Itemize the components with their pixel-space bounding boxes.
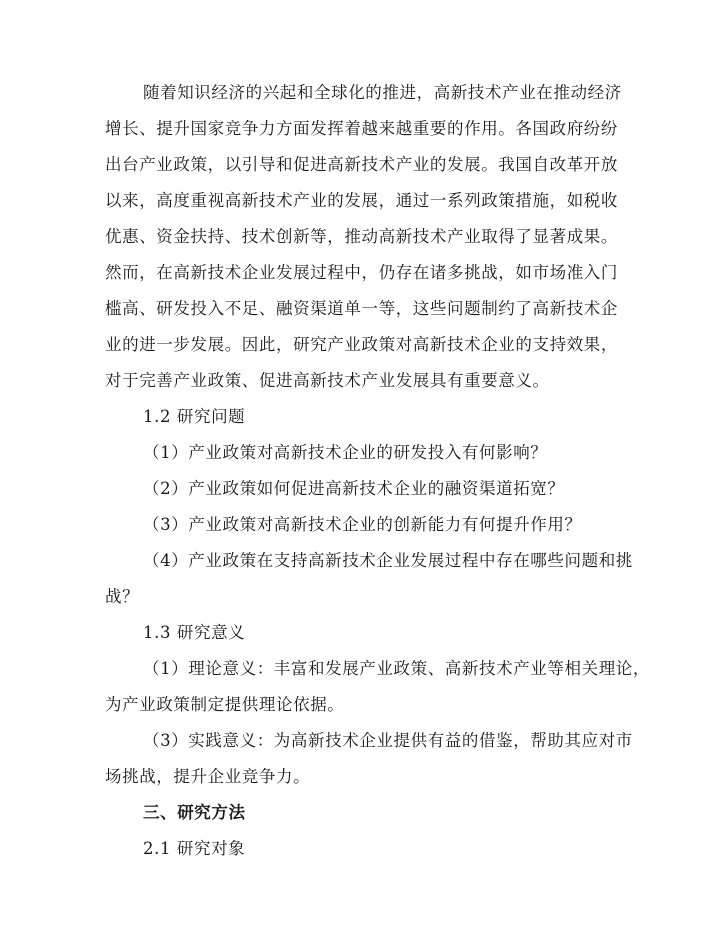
intro-paragraph-line: 随着知识经济的兴起和全球化的推进，高新技术产业在推动经济 bbox=[143, 83, 622, 102]
research-question-item-continuation: 战？ bbox=[105, 587, 140, 606]
intro-paragraph-line: 业的进一步发展。因此，研究产业政策对高新技术企业的支持效果， bbox=[105, 335, 618, 354]
intro-paragraph-line: 然而，在高新技术企业发展过程中，仍存在诸多挑战，如市场准入门 bbox=[105, 263, 618, 282]
research-question-item: （3）产业政策对高新技术企业的创新能力有何提升作用？ bbox=[143, 515, 582, 534]
intro-paragraph-line: 以来，高度重视高新技术产业的发展，通过一系列政策措施，如税收 bbox=[105, 191, 618, 210]
significance-item: （3）实践意义：为高新技术企业提供有益的借鉴，帮助其应对市 bbox=[143, 731, 633, 750]
research-question-item: （4）产业政策在支持高新技术企业发展过程中存在哪些问题和挑 bbox=[143, 551, 633, 570]
intro-paragraph-line: 槛高、研发投入不足、融资渠道单一等，这些问题制约了高新技术企 bbox=[105, 299, 618, 318]
significance-item: （1）理论意义：丰富和发展产业政策、高新技术产业等相关理论， bbox=[143, 659, 650, 678]
section-heading-1-2: 1.2 研究问题 bbox=[143, 407, 246, 426]
section-heading-1-3: 1.3 研究意义 bbox=[143, 623, 246, 642]
significance-item-continuation: 场挑战，提升企业竞争力。 bbox=[105, 767, 311, 786]
section-heading-2-1: 2.1 研究对象 bbox=[143, 839, 246, 858]
chapter-heading-3: 三、研究方法 bbox=[143, 803, 246, 822]
intro-paragraph-line: 增长、提升国家竞争力方面发挥着越来越重要的作用。各国政府纷纷 bbox=[105, 119, 618, 138]
significance-item-continuation: 为产业政策制定提供理论依据。 bbox=[105, 695, 345, 714]
research-question-item: （2）产业政策如何促进高新技术企业的融资渠道拓宽？ bbox=[143, 479, 565, 498]
intro-paragraph-line: 出台产业政策，以引导和促进高新技术产业的发展。我国自改革开放 bbox=[105, 155, 618, 174]
intro-paragraph-line: 优惠、资金扶持、技术创新等，推动高新技术产业取得了显著成果。 bbox=[105, 227, 618, 246]
intro-paragraph-line: 对于完善产业政策、促进高新技术产业发展具有重要意义。 bbox=[105, 371, 550, 390]
research-question-item: （1）产业政策对高新技术企业的研发投入有何影响？ bbox=[143, 443, 548, 462]
